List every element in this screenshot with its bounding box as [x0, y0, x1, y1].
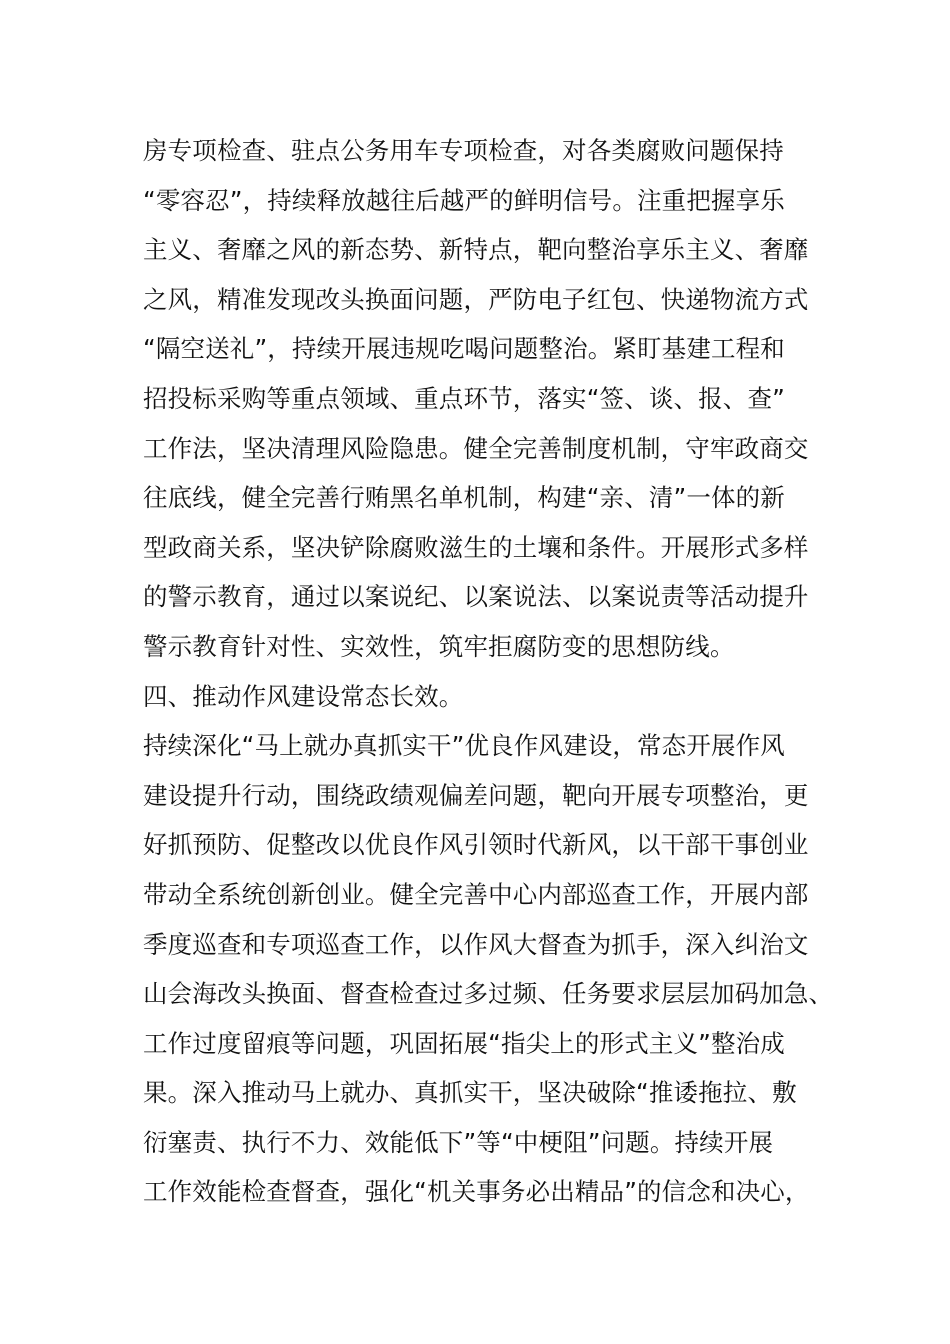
- section-heading: 四、推动作风建设常态长效。: [143, 681, 464, 711]
- text-line: 带动全系统创新创业。健全完善中心内部巡查工作，开展内部: [143, 879, 809, 909]
- text-line: 型政商关系，坚决铲除腐败滋生的土壤和条件。开展形式多样: [143, 532, 809, 562]
- text-line: 主义、奢靡之风的新态势、新特点，靶向整治享乐主义、奢靡: [143, 235, 809, 265]
- text-line: 好抓预防、促整改以优良作风引领时代新风，以干部干事创业: [143, 830, 809, 860]
- text-line: 工作效能检查督查，强化“机关事务必出精品”的信念和决心，: [143, 1177, 810, 1207]
- text-line: 警示教育针对性、实效性，筑牢拒腐防变的思想防线。: [143, 631, 735, 661]
- text-line: 工作法，坚决清理风险隐患。健全完善制度机制，守牢政商交: [143, 433, 809, 463]
- text-line: 往底线，健全完善行贿黑名单机制，构建“亲、清”一体的新: [143, 483, 785, 513]
- text-line: “零容忍”，持续释放越往后越严的鲜明信号。注重把握享乐: [143, 185, 785, 215]
- text-line: 之风，精准发现改头换面问题，严防电子红包、快递物流方式: [143, 284, 809, 314]
- text-line: 工作过度留痕等问题，巩固拓展“指尖上的形式主义”整治成: [143, 1028, 785, 1058]
- text-line: 山会海改头换面、督查检查过多过频、任务要求层层加码加急、: [143, 979, 834, 1009]
- text-line: 衍塞责、执行不力、效能低下”等“中梗阻”问题。持续开展: [143, 1127, 774, 1157]
- text-line: 房专项检查、驻点公务用车专项检查，对各类腐败问题保持: [143, 136, 784, 165]
- text-line: 建设提升行动，围绕政绩观偏差问题，靶向开展专项整治，更: [143, 780, 809, 810]
- body-text: [143, 126, 834, 1217]
- text-line: 持续深化“马上就办真抓实干”优良作风建设，常态开展作风: [143, 731, 785, 761]
- text-line: “隔空送礼”，持续开展违规吃喝问题整治。紧盯基建工程和: [143, 334, 785, 364]
- text-line: 招投标采购等重点领域、重点环节，落实“签、谈、报、查”: [143, 383, 785, 413]
- text-line: 果。深入推动马上就办、真抓实干，坚决破除“推诿拖拉、敷: [143, 1078, 797, 1108]
- text-line: 的警示教育，通过以案说纪、以案说法、以案说责等活动提升: [143, 582, 809, 612]
- text-line: 季度巡查和专项巡查工作，以作风大督查为抓手，深入纠治文: [143, 929, 809, 959]
